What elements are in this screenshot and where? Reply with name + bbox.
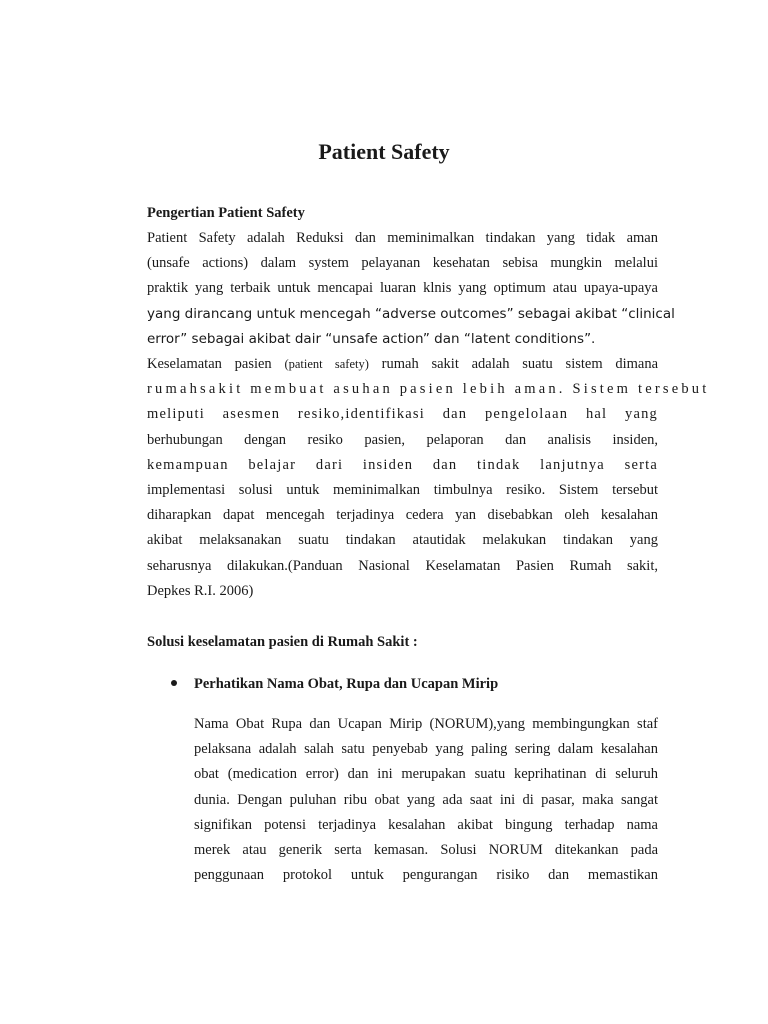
text-line: signifikan potensi terjadinya kesalahan akibat bingung terhadap nama <box>194 816 658 833</box>
page-title: Patient Safety <box>318 139 450 164</box>
text-line: (unsafe actions) dalam system pelayanan kesehatan sebisa mungkin melalui <box>147 255 658 272</box>
text-line: implementasi solusi untuk meminimalkan timbulnya resiko. Sistem tersebut <box>147 481 658 498</box>
text-line: berhubungan dengan resiko pasien, pelaporan dan analisis insiden, <box>147 431 658 448</box>
section-heading-solusi: Solusi keselamatan pasien di Rumah Sakit : <box>147 634 418 650</box>
text-line: Depkes R.I. 2006) <box>147 582 254 599</box>
text-line: rumahsakit membuat asuhan pasien lebih aman. Sistem tersebut <box>147 381 710 398</box>
text-line: obat (medication error) dan ini merupakan suatu keprihatinan di seluruh <box>194 766 658 783</box>
text-line: Patient Safety adalah Reduksi dan meminimalkan tindakan yang tidak aman <box>147 230 658 246</box>
text-line <box>147 352 658 377</box>
text-line: dunia. Dengan puluhan ribu obat yang ada saat ini di pasar, maka sangat <box>194 791 658 808</box>
bullet-heading-norum: Perhatikan Nama Obat, Rupa dan Ucapan Mirip <box>194 676 499 692</box>
text-line: kemampuan belajar dari insiden dan tindak lanjutnya serta <box>147 456 658 473</box>
text-line: merek atau generik serta kemasan. Solusi NORUM ditekankan pada <box>194 841 658 858</box>
bullet-icon <box>171 680 177 686</box>
text-line: pelaksana adalah salah satu penyebab yang paling sering dalam kesalahan <box>194 741 658 758</box>
section-heading-pengertian: Pengertian Patient Safety <box>147 205 305 221</box>
text-line: meliputi asesmen resiko,identifikasi dan pengelolaan hal yang <box>147 406 658 423</box>
text-line: penggunaan protokol untuk pengurangan risiko dan memastikan <box>194 867 658 884</box>
text-line: yang dirancang untuk mencegah “adverse outcomes” sebagai akibat “clinical <box>147 305 675 322</box>
paragraph-definition <box>147 226 675 352</box>
text-fragment: rumah sakit adalah suatu sistem dimana <box>381 356 659 372</box>
text-line: error” sebagai akibat dair “unsafe action” dan “latent conditions”. <box>147 330 596 347</box>
text-line: akibat melaksanakan suatu tindakan atautidak melakukan tindakan yang <box>147 532 658 549</box>
text-fragment: Keselamatan pasien <box>147 356 272 372</box>
paragraph-norum <box>194 712 658 888</box>
paragraph-keselamatan <box>147 352 710 604</box>
text-line: Nama Obat Rupa dan Ucapan Mirip (NORUM),yang membingungkan staf <box>194 716 658 732</box>
text-line: praktik yang terbaik untuk mencapai luaran klnis yang optimum atau upaya-upaya <box>147 280 658 297</box>
text-fragment-small: (patient safety) <box>284 357 369 371</box>
text-line: seharusnya dilakukan.(Panduan Nasional Keselamatan Pasien Rumah sakit, <box>147 557 658 574</box>
text-line: diharapkan dapat mencegah terjadinya cedera yan disebabkan oleh kesalahan <box>147 507 658 524</box>
